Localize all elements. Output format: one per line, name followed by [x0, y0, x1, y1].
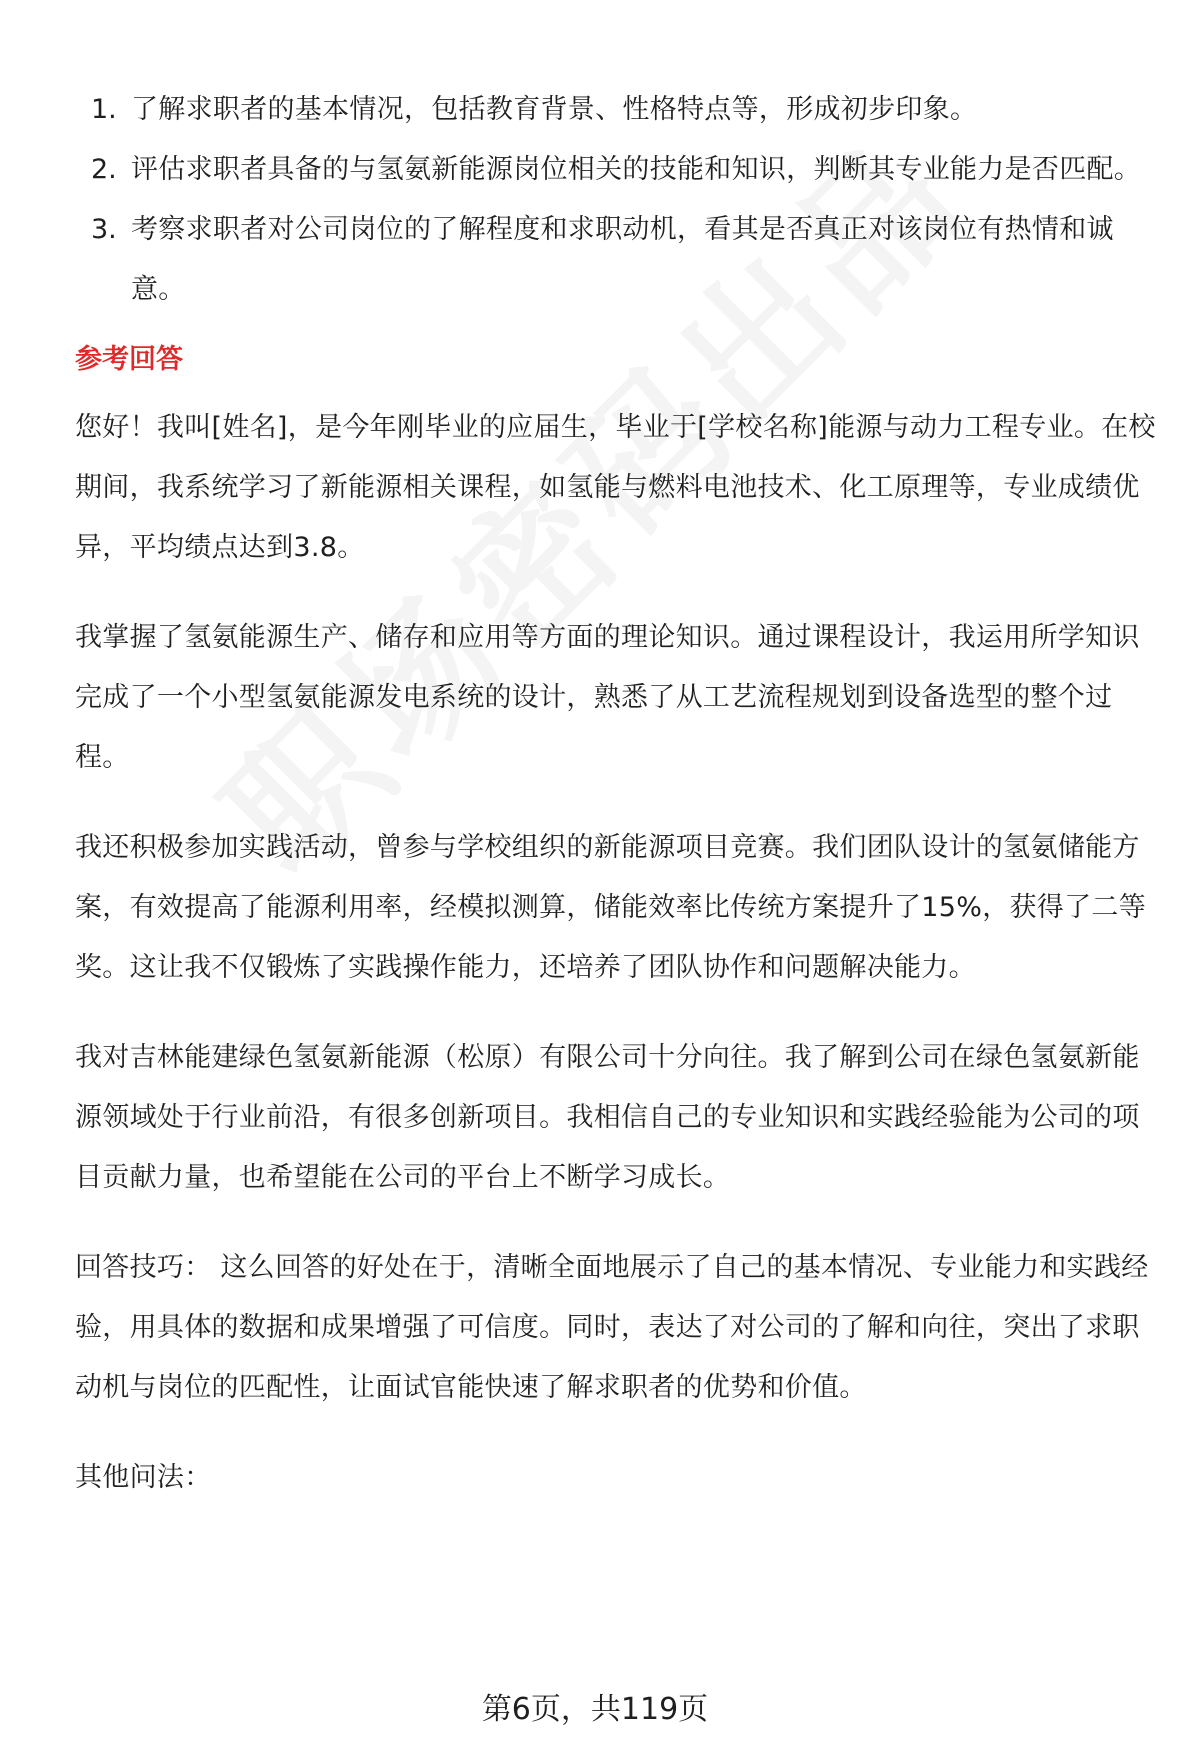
list-number: 3. — [91, 214, 117, 245]
paragraph: 我还积极参加实践活动，曾参与学校组织的新能源项目竞赛。我们团队设计的氢氨储能方案，有效提高了能源利用率，经模拟测算，储能效率比传统方案提升了15%，获得了二等奖。这让我不仅锻炼了实践操作能力，还培养了团队协作和问题解决能力。 — [75, 832, 1147, 983]
list-number: 2. — [91, 154, 117, 185]
other-questions-label: 其他问法： — [75, 1462, 212, 1493]
list-item-text: 考察求职者对公司岗位的了解程度和求职动机，看其是否真正对该岗位有热情和诚意。 — [131, 214, 1114, 305]
paragraph: 我对吉林能建绿色氢氨新能源（松原）有限公司十分向往。我了解到公司在绿色氢氨新能源领域处于行业前沿，有很多创新项目。我相信自己的专业知识和实践经验能为公司的项目贡献力量，也希望能在公司的平台上不断学习成长。 — [75, 1042, 1140, 1193]
list-number: 1. — [91, 94, 117, 125]
numbered-list — [75, 80, 1165, 320]
section-title: 参考回答 — [75, 344, 183, 375]
list-item-text: 了解求职者的基本情况，包括教育背景、性格特点等，形成初步印象。 — [131, 94, 978, 125]
tips-paragraph: 回答技巧： 这么回答的好处在于，清晰全面地展示了自己的基本情况、专业能力和实践经验，用具体的数据和成果增强了可信度。同时，表达了对公司的了解和向往，突出了求职动机与岗位的匹配性，让面试官能快速了解求职者的优势和价值。 — [75, 1252, 1149, 1403]
list-item — [75, 200, 1165, 320]
list-item-text: 评估求职者具备的与氢氨新能源岗位相关的技能和知识，判断其专业能力是否匹配。 — [131, 154, 1142, 185]
list-item — [75, 140, 1165, 200]
paragraph: 您好！我叫[姓名]，是今年刚毕业的应届生，毕业于[学校名称]能源与动力工程专业。在校期间，我系统学习了新能源相关课程，如氢能与燃料电池技术、化工原理等，专业成绩优异，平均绩点达到3.8。 — [75, 412, 1156, 563]
paragraph: 我掌握了氢氨能源生产、储存和应用等方面的理论知识。通过课程设计，我运用所学知识完成了一个小型氢氨能源发电系统的设计，熟悉了从工艺流程规划到设备选型的整个过程。 — [75, 622, 1140, 773]
list-item — [75, 80, 1165, 140]
page-number: 第6页，共119页 — [481, 1692, 709, 1727]
content — [75, 80, 1165, 1538]
